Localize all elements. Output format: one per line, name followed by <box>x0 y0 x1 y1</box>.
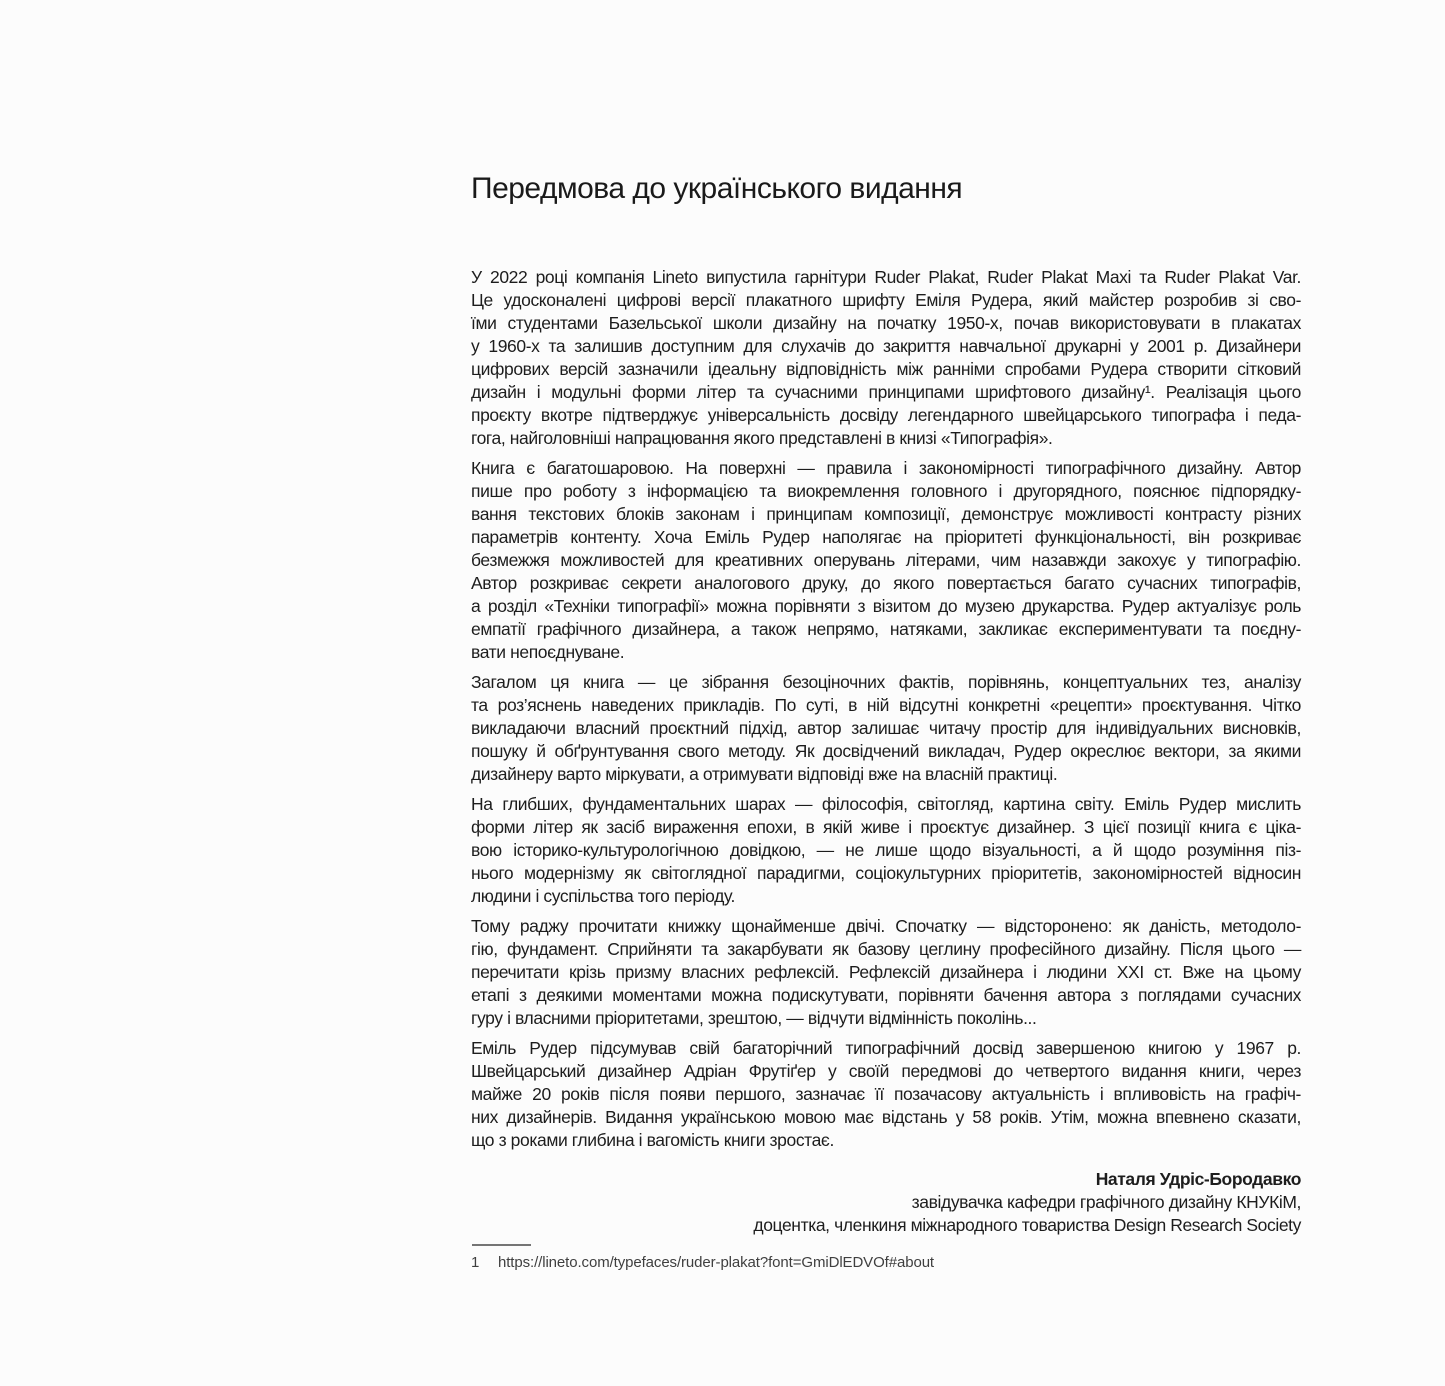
text-line: у 1960-х та залишив доступним для слухачів до закриття навчальної друкарні у 2001 р. Дизайнери <box>471 336 1301 356</box>
text-line: параметрів контенту. Хоча Еміль Рудер наполягає на пріоритеті функціональності, він розкриває <box>471 527 1301 547</box>
text-line: проєкту вкотре підтверджує універсальність досвіду легендарного швейцарського типографа і педа- <box>471 405 1301 425</box>
footnote-url[interactable]: https://lineto.com/typefaces/ruder-plakat?font=GmiDlEDVOf#about <box>498 1254 935 1271</box>
author-role-line: завідувачка кафедри графічного дизайну КНУКіМ, <box>911 1192 1301 1212</box>
paragraph <box>471 266 1301 450</box>
text-line: них дизайнерів. Видання українською мовою має відстань у 58 років. Утім, можна впевнено сказати, <box>471 1107 1301 1127</box>
page-title: Передмова до українського видання <box>471 172 963 205</box>
text-line: перечитати крізь призму власних рефлексій. Рефлексій дизайнера і людини XXI ст. Вже на цьому <box>471 962 1301 982</box>
text-line: пише про роботу з інформацією та виокремлення головного і другорядного, пояснює підпорядку- <box>471 481 1301 501</box>
text-line: нього модернізму як світоглядної парадигми, соціокультурних пріоритетів, закономірностей відносин <box>471 863 1301 883</box>
text-line: їми студентами Базельської школи дизайну на початку 1950-х, почав використовувати в плакатах <box>471 313 1301 333</box>
text-line: гога, найголовніші напрацювання якого представлені в книзі «Типографія». <box>471 428 1053 448</box>
text-line: вою історико-культурологічною довідкою, — не лише щодо візуальності, а й щодо розуміння піз- <box>471 840 1301 860</box>
text-line: Швейцарський дизайнер Адріан Фрутіґер у своїй передмові до четвертого видання книги, через <box>471 1061 1301 1081</box>
text-line: безмежжя можливостей для креативних оперувань літерами, чим назавжди закохує у типографію. <box>471 550 1301 570</box>
text-line: людини і суспільства того періоду. <box>471 886 735 906</box>
text-line: а розділ «Техніки типографії» можна порівняти з візитом до музею друкарства. Рудер актуалізує роль <box>471 596 1301 616</box>
paragraph <box>471 915 1301 1030</box>
text-line: дизайнеру варто міркувати, а отримувати відповіді вже на власній практиці. <box>471 764 1058 784</box>
paragraph <box>471 457 1301 664</box>
text-line: Книга є багатошаровою. На поверхні — правила і закономірності типографічного дизайну. Автор <box>471 458 1301 478</box>
text-line: цифрових версій зазначили ідеальну відповідність між ранніми спробами Рудера створити сітковий <box>471 359 1301 379</box>
text-line: що з роками глибина і вагомість книги зростає. <box>471 1130 834 1150</box>
text-line: вати непоєднуване. <box>471 642 625 662</box>
text-line: Це удосконалені цифрові версії плакатного шрифту Еміля Рудера, який майстер розробив зі сво- <box>471 290 1301 310</box>
text-line: На глибших, фундаментальних шарах — філософія, світогляд, картина світу. Еміль Рудер мислить <box>471 794 1301 814</box>
signature-block <box>471 1168 1301 1237</box>
author-name: Наталя Удріс-Бородавко <box>1095 1169 1301 1189</box>
footnote-marker: 1 <box>471 1254 480 1271</box>
text-line: форми літер як засіб вираження епохи, в якій живе і проєктує дизайнер. З цієї позиції книга є ціка- <box>471 817 1301 837</box>
paragraph <box>471 793 1301 908</box>
text-line: гуру і власними пріоритетами, зрештою, — відчути відмінність поколінь... <box>471 1008 1037 1028</box>
text-line: викладаючи власний проєктний підхід, автор залишає читачу простір для індивідуальних висновків, <box>471 718 1301 738</box>
text-line: гію, фундамент. Сприйняти та закарбувати як базову цеглину професійного дизайну. Після цього — <box>471 939 1301 959</box>
paragraph <box>471 1037 1301 1152</box>
text-line: пошуку й обґрунтування свого методу. Як досвідчений викладач, Рудер окреслює вектори, за якими <box>471 741 1301 761</box>
paragraph <box>471 671 1301 786</box>
preface-body <box>471 266 1301 1152</box>
text-line: У 2022 році компанія Lineto випустила гарнітури Ruder Plakat, Ruder Plakat Maxi та Ruder Plakat Var. <box>471 267 1301 287</box>
footnote-divider <box>472 1244 531 1246</box>
text-line: майже 20 років після появи першого, зазначає її позачасову актуальність і впливовість на графіч- <box>471 1084 1301 1104</box>
text-line: та роз’яснень наведених прикладів. По суті, в ній відсутні конкретні «рецепти» проєктування. Чітко <box>471 695 1301 715</box>
text-line: Тому раджу прочитати книжку щонайменше двічі. Спочатку — відсторонено: як даність, методоло- <box>471 916 1301 936</box>
text-line: дизайн і модульні форми літер та сучасними принципами шрифтового дизайну¹. Реалізація цього <box>471 382 1301 402</box>
author-roles <box>471 1191 1301 1237</box>
footnote <box>471 1244 1301 1272</box>
text-line: етапі з деякими моментами можна подискутувати, порівняти бачення автора з поглядами сучасних <box>471 985 1301 1005</box>
author-role-line: доцентка, членкиня міжнародного товариства Design Research Society <box>753 1215 1301 1235</box>
text-line: Автор розкриває секрети аналогового друку, до якого повертається багато сучасних типографів, <box>471 573 1301 593</box>
text-line: Загалом ця книга — це зібрання безоціночних фактів, порівнянь, концептуальних тез, аналізу <box>471 672 1301 692</box>
text-line: вання текстових блоків законам і принципам композиції, демонструє можливості контрасту різних <box>471 504 1301 524</box>
text-line: Еміль Рудер підсумував свій багаторічний типографічний досвід завершеною книгою у 1967 р. <box>471 1038 1301 1058</box>
text-line: емпатії графічного дизайнера, а також непрямо, натяками, закликає експериментувати та поєдну- <box>471 619 1301 639</box>
